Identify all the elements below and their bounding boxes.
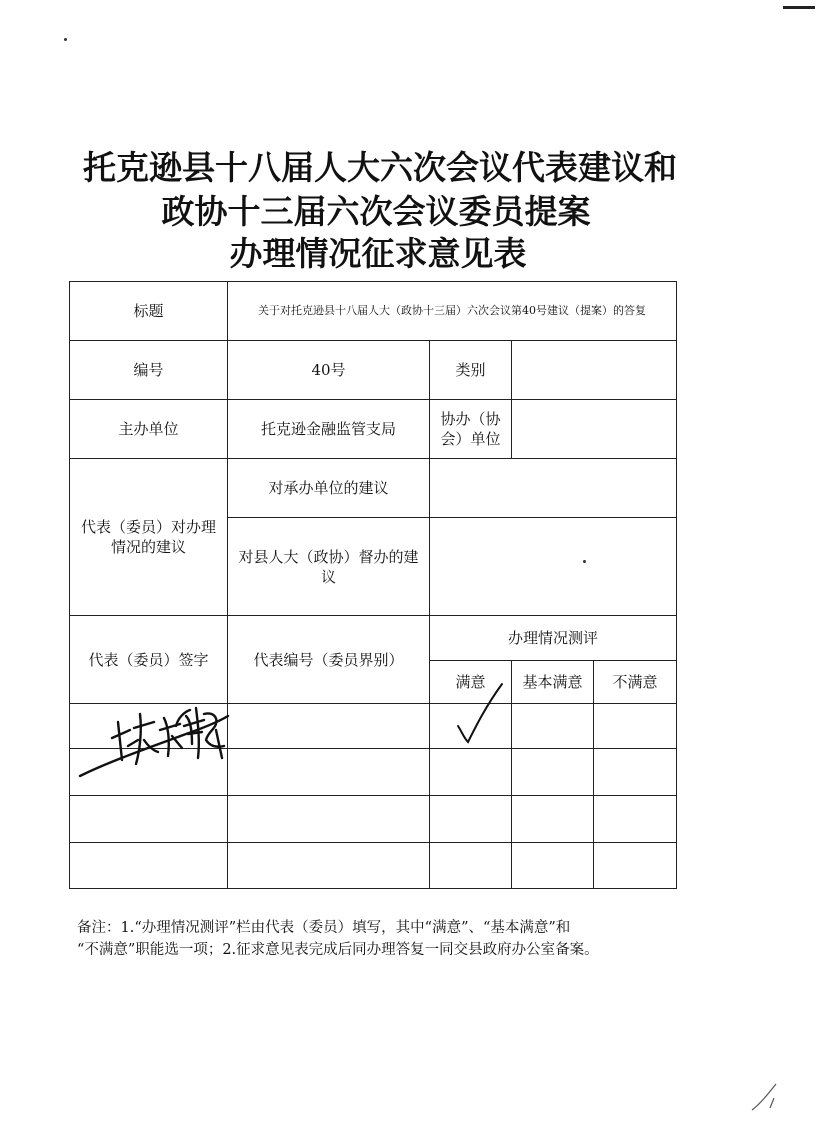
satisfied-label: 满意	[430, 661, 512, 704]
title-line-2: 政协十三届六次会议委员提案	[161, 192, 591, 231]
basic-cell[interactable]	[512, 796, 594, 843]
footnote-line-1: 备注：1.“办理情况测评”栏由代表（委员）填写，其中“满意”、“基本满意”和	[77, 920, 571, 936]
scan-speck	[64, 38, 67, 41]
table-row	[70, 843, 677, 889]
unsatisfied-cell[interactable]	[594, 749, 677, 796]
basically-satisfied-label: 基本满意	[512, 661, 594, 704]
unsatisfied-cell[interactable]	[594, 843, 677, 889]
opinion-form-table	[69, 281, 677, 889]
row-number	[70, 341, 677, 400]
checkmark-icon	[450, 676, 510, 746]
signature-cell[interactable]	[70, 843, 228, 889]
row-subject	[70, 282, 677, 341]
title-line-1: 托克逊县十八届人大六次会议代表建议和	[83, 148, 677, 187]
table-row	[70, 796, 677, 843]
number-value: 40号	[228, 341, 430, 400]
rep-number-label: 代表编号（委员界别）	[228, 616, 430, 704]
unsatisfied-cell[interactable]	[594, 704, 677, 749]
rep-number-cell[interactable]	[228, 796, 430, 843]
subject-value: 关于对托克逊县十八届人大（政协十三届）六次会议第40号建议（提案）的答复	[228, 282, 677, 341]
basic-cell[interactable]	[512, 704, 594, 749]
rep-number-cell[interactable]	[228, 704, 430, 749]
to-supervisor-label: 对县人大（政协）督办的建议	[228, 518, 430, 616]
satisfied-cell[interactable]	[430, 796, 512, 843]
co-unit-label: 协办（协会）单位	[430, 400, 512, 459]
suggestion-label: 代表（委员）对办理情况的建议	[70, 459, 228, 616]
subject-label: 标题	[70, 282, 228, 341]
unsatisfied-cell[interactable]	[594, 796, 677, 843]
signature-cell[interactable]	[70, 796, 228, 843]
category-value[interactable]	[512, 341, 677, 400]
rep-number-cell[interactable]	[228, 749, 430, 796]
footnote-line-2: “不满意”职能选一项；2.征求意见表完成后同办理答复一同交县政府办公室备案。	[77, 942, 599, 958]
row-evaluation-header	[70, 616, 677, 661]
satisfied-cell[interactable]	[430, 843, 512, 889]
host-unit-value: 托克逊金融监管支局	[228, 400, 430, 459]
row-host-unit	[70, 400, 677, 459]
to-supervisor-value[interactable]	[430, 518, 677, 616]
unsatisfied-label: 不满意	[594, 661, 677, 704]
title-line-3: 办理情况征求意见表	[229, 234, 527, 273]
host-unit-label: 主办单位	[70, 400, 228, 459]
corner-scan-mark	[783, 6, 815, 9]
evaluation-label: 办理情况测评	[430, 616, 677, 661]
handwritten-signature	[78, 700, 238, 780]
to-host-label: 对承办单位的建议	[228, 459, 430, 518]
category-label: 类别	[430, 341, 512, 400]
signature-label: 代表（委员）签字	[70, 616, 228, 704]
margin-scribble	[748, 1080, 788, 1116]
basic-cell[interactable]	[512, 843, 594, 889]
ink-dot	[583, 560, 586, 563]
basic-cell[interactable]	[512, 749, 594, 796]
rep-number-cell[interactable]	[228, 843, 430, 889]
footnote	[77, 917, 707, 961]
to-host-value[interactable]	[430, 459, 677, 518]
satisfied-cell[interactable]	[430, 749, 512, 796]
number-label: 编号	[70, 341, 228, 400]
co-unit-value[interactable]	[512, 400, 677, 459]
row-suggest-host	[70, 459, 677, 518]
